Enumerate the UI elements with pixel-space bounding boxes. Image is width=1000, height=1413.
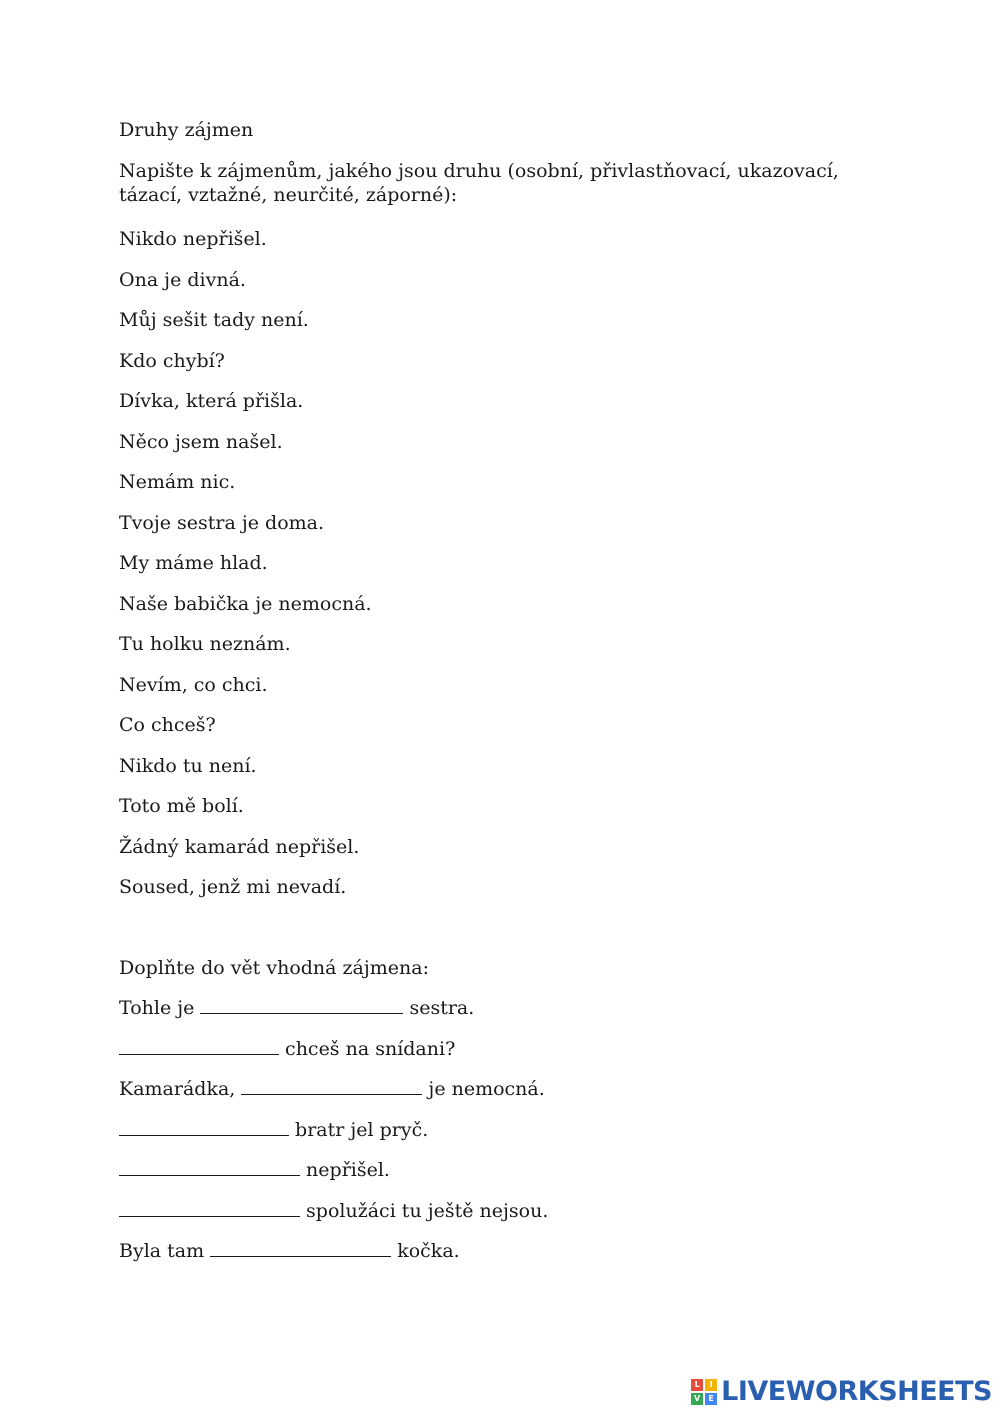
logo-letter: L — [691, 1379, 703, 1391]
fill-in-after: nepřišel. — [306, 1159, 390, 1181]
answer-blank[interactable] — [241, 1078, 422, 1095]
sentence-item: Nemám nic. — [119, 471, 236, 493]
liveworksheets-brand — [691, 1376, 992, 1407]
fill-in-after: kočka. — [397, 1240, 460, 1262]
answer-blank[interactable] — [119, 1038, 279, 1055]
sentence-item: Naše babička je nemocná. — [119, 592, 372, 615]
sentence-item: Nikdo nepřišel. — [119, 228, 267, 250]
answer-blank[interactable] — [200, 997, 403, 1014]
brand-text: LIVEWORKSHEETS — [721, 1376, 992, 1407]
answer-blank[interactable] — [210, 1240, 391, 1257]
sentence-item: Dívka, která přišla. — [119, 390, 304, 412]
fill-in-before: Tohle je — [119, 997, 195, 1019]
sentence-item: Tvoje sestra je doma. — [119, 511, 325, 534]
fill-in-after: chceš na snídani? — [285, 1037, 456, 1060]
answer-blank[interactable] — [119, 1119, 289, 1136]
sentence-item: Nevím, co chci. — [119, 673, 268, 696]
fill-in-before: Byla tam — [119, 1240, 205, 1262]
fill-in-before: Kamarádka, — [119, 1078, 236, 1100]
liveworksheets-logo-icon — [691, 1379, 717, 1405]
answer-blank[interactable] — [119, 1200, 300, 1217]
instruction-2: Doplňte do vět vhodná zájmena: — [119, 957, 429, 979]
fill-in-after: je nemocná. — [428, 1078, 545, 1100]
sentence-item: Můj sešit tady není. — [119, 309, 309, 331]
sentence-item: Tu holku neznám. — [119, 633, 291, 655]
sentence-item: Soused, jenž mi nevadí. — [119, 876, 347, 898]
fill-in-after: sestra. — [409, 997, 475, 1019]
fill-in-row — [119, 1199, 548, 1223]
sentence-item: Nikdo tu není. — [119, 754, 257, 777]
sentence-item: Co chceš? — [119, 714, 216, 736]
fill-in-row — [119, 1037, 455, 1061]
sentence-item: Ona je divná. — [119, 268, 246, 291]
sentence-item: Něco jsem našel. — [119, 430, 283, 453]
instruction-1: Napište k zájmenům, jakého jsou druhu (osobní, přivlastňovací, ukazovací, tázací, vztažné, neurčité, záporné): — [119, 160, 839, 206]
logo-letter: V — [691, 1393, 703, 1405]
fill-in-row — [119, 1118, 428, 1142]
fill-in-after: spolužáci tu ještě nejsou. — [306, 1199, 549, 1222]
fill-in-row — [119, 996, 474, 1020]
logo-letter: I — [705, 1379, 717, 1391]
fill-in-row — [119, 1077, 545, 1101]
logo-letter: E — [705, 1393, 717, 1405]
sentence-item: Kdo chybí? — [119, 349, 225, 372]
answer-blank[interactable] — [119, 1159, 300, 1176]
worksheet-title: Druhy zájmen — [119, 119, 254, 141]
fill-in-row — [119, 1158, 390, 1182]
fill-in-after: bratr jel pryč. — [295, 1118, 429, 1141]
fill-in-row — [119, 1239, 460, 1263]
sentence-item: Toto mě bolí. — [119, 795, 244, 817]
sentence-item: Žádný kamarád nepřišel. — [119, 835, 360, 858]
sentence-item: My máme hlad. — [119, 552, 268, 574]
